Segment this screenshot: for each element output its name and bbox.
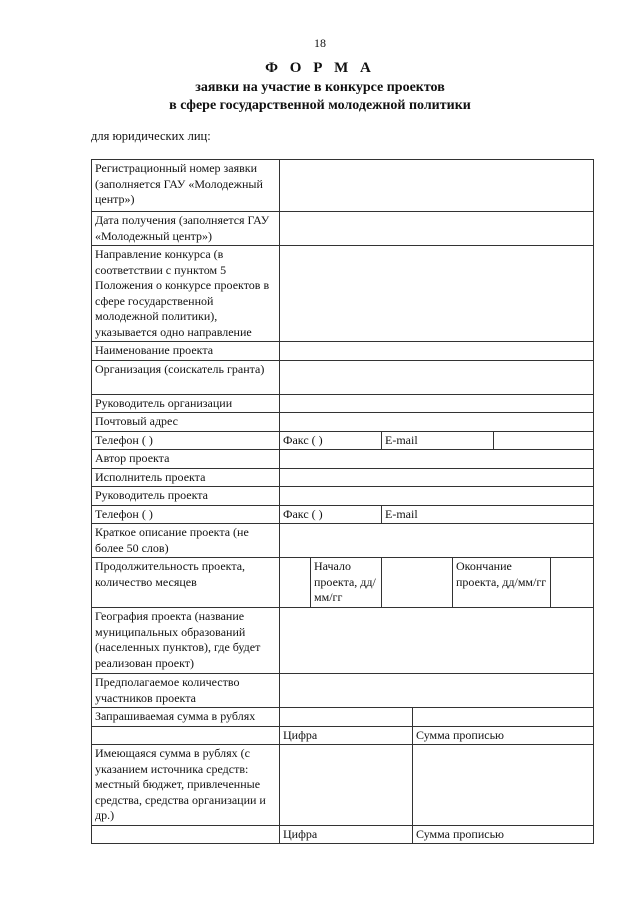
- row-project-name: [92, 342, 594, 361]
- blank-cell: [92, 825, 280, 844]
- row-requested-sum: [92, 708, 594, 727]
- field-available-words[interactable]: [413, 745, 594, 826]
- row-reg-number: [92, 160, 594, 212]
- label-fax: Факс ( ): [280, 431, 382, 450]
- field-project-name[interactable]: [280, 342, 594, 361]
- field-description[interactable]: [280, 524, 594, 558]
- field-participants[interactable]: [280, 674, 594, 708]
- field-postal[interactable]: [280, 413, 594, 432]
- field-author[interactable]: [280, 450, 594, 469]
- row-received-date: [92, 212, 594, 246]
- application-form-table: [91, 159, 594, 844]
- caption-digit: Цифра: [280, 726, 413, 745]
- caption-digit2: Цифра: [280, 825, 413, 844]
- row-available-sum-captions: [92, 825, 594, 844]
- field-end[interactable]: [551, 558, 594, 608]
- label-email: E-mail: [382, 431, 494, 450]
- intro-text: для юридических лиц:: [91, 129, 211, 143]
- label-organization: Организация (соискатель гранта): [92, 360, 280, 394]
- label-received-date: Дата получения (заполняется ГАУ «Молодежный центр»): [92, 212, 280, 246]
- label-project-name: Наименование проекта: [92, 342, 280, 361]
- label-fax2: Факс ( ): [280, 505, 382, 524]
- field-org-head[interactable]: [280, 394, 594, 413]
- field-direction[interactable]: [280, 246, 594, 342]
- label-geography: География проекта (название муниципальных образований (населенных пунктов), где будет реализован проект): [92, 608, 280, 674]
- label-org-head: Руководитель организации: [92, 394, 280, 413]
- page-number: 18: [314, 36, 326, 50]
- label-phone: Телефон ( ): [92, 431, 280, 450]
- form-subtitle-line2: в сфере государственной молодежной политики: [169, 98, 471, 113]
- label-phone2: Телефон ( ): [92, 505, 280, 524]
- row-available-sum: [92, 745, 594, 826]
- field-start[interactable]: [382, 558, 453, 608]
- row-description: [92, 524, 594, 558]
- row-direction: [92, 246, 594, 342]
- label-end: Окончание проекта, дд/мм/гг: [453, 558, 551, 608]
- row-requested-sum-captions: [92, 726, 594, 745]
- field-executor[interactable]: [280, 468, 594, 487]
- label-author: Автор проекта: [92, 450, 280, 469]
- label-duration: Продолжительность проекта, количество месяцев: [92, 558, 280, 608]
- label-reg-number: Регистрационный номер заявки (заполняется ГАУ «Молодежный центр»): [92, 160, 280, 212]
- field-available-digit[interactable]: [280, 745, 413, 826]
- row-phone2: [92, 505, 594, 524]
- caption-in-words: Сумма прописью: [413, 726, 594, 745]
- row-project-head: [92, 487, 594, 506]
- label-description: Краткое описание проекта (не более 50 слов): [92, 524, 280, 558]
- field-project-head[interactable]: [280, 487, 594, 506]
- row-geography: [92, 608, 594, 674]
- form-subtitle-line1: заявки на участие в конкурсе проектов: [195, 80, 445, 95]
- row-author: [92, 450, 594, 469]
- label-project-head: Руководитель проекта: [92, 487, 280, 506]
- label-start: Начало проекта, дд/мм/гг: [311, 558, 382, 608]
- row-executor: [92, 468, 594, 487]
- form-title: Ф О Р М А: [265, 60, 375, 76]
- row-duration: [92, 558, 594, 608]
- label-executor: Исполнитель проекта: [92, 468, 280, 487]
- label-postal: Почтовый адрес: [92, 413, 280, 432]
- field-geography[interactable]: [280, 608, 594, 674]
- label-participants: Предполагаемое количество участников проекта: [92, 674, 280, 708]
- field-reg-number[interactable]: [280, 160, 594, 212]
- row-phone: [92, 431, 594, 450]
- row-postal: [92, 413, 594, 432]
- blank-cell: [92, 726, 280, 745]
- caption-in-words2: Сумма прописью: [413, 825, 594, 844]
- row-participants: [92, 674, 594, 708]
- field-organization[interactable]: [280, 360, 594, 394]
- row-organization: [92, 360, 594, 394]
- label-available-sum: Имеющаяся сумма в рублях (с указанием источника средств: местный бюджет, привлеченные средства, средства организации и др.): [92, 745, 280, 826]
- label-email2: E-mail: [382, 505, 594, 524]
- label-requested-sum: Запрашиваемая сумма в рублях: [92, 708, 280, 727]
- field-email[interactable]: [494, 431, 594, 450]
- field-duration[interactable]: [280, 558, 311, 608]
- row-org-head: [92, 394, 594, 413]
- label-direction: Направление конкурса (в соответствии с пунктом 5 Положения о конкурсе проектов в сфере государственной молодежной политики), указывается одно направление: [92, 246, 280, 342]
- field-requested-digit[interactable]: [280, 708, 413, 727]
- field-received-date[interactable]: [280, 212, 594, 246]
- field-requested-words[interactable]: [413, 708, 594, 727]
